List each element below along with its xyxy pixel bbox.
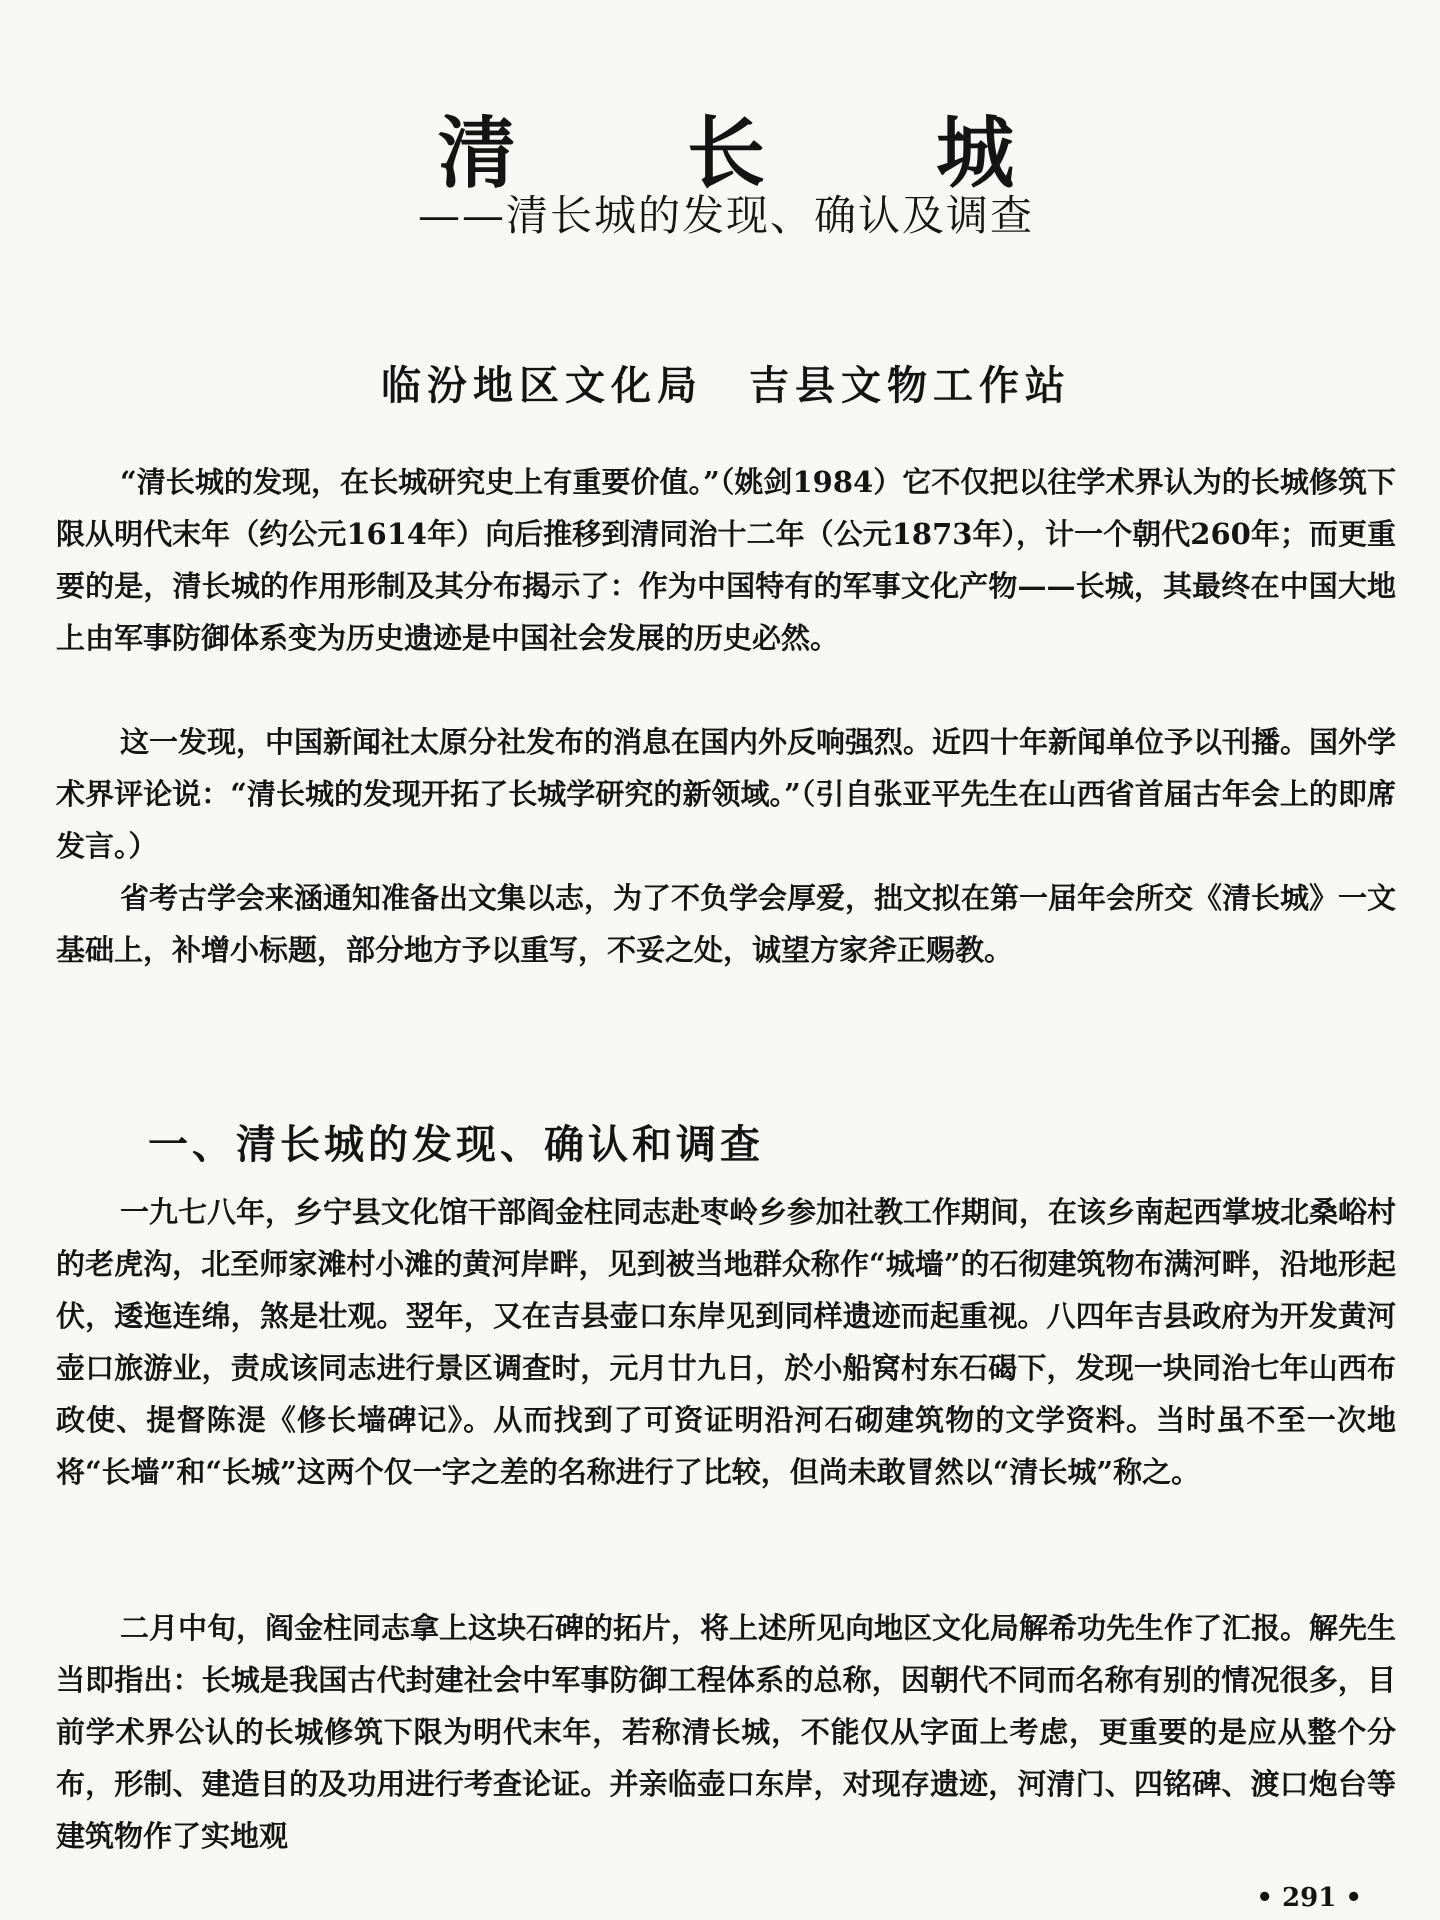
article-authors: 临汾地区文化局 吉县文物工作站 (381, 362, 1071, 409)
intro-paragraph: 这一发现，中国新闻社太原分社发布的消息在国内外反响强烈。近四十年新闻单位予以刊播。国外学术界评论说：“清长城的发现开拓了长城学研究的新领域。”（引自张亚平先生在山西省首届古年会上的即席发言。） (56, 725, 1397, 863)
intro-paragraph: “清长城的发现，在长城研究史上有重要价值。”（姚剑1984）它不仅把以往学术界认为的长城修筑下限从明代末年（约公元1614年）向后推移到清同治十二年（公元1873年），计一个朝代260年；而更重要的是，清长城的作用形制及其分布揭示了：作为中国特有的军事文化产物——长城，其最终在中国大地上由军事防御体系变为历史遗迹是中国社会发展的历史必然。 (56, 465, 1396, 655)
article-title: 清 长 城 (437, 108, 1087, 200)
intro-paragraph: 省考古学会来涵通知准备出文集以志，为了不负学会厚爱，拙文拟在第一届年会所交《清长城》一文基础上，补增小标题，部分地方予以重写，不妥之处，诚望方家斧正赐教。 (56, 881, 1397, 967)
section-heading: 一、清长城的发现、确认和调查 (148, 1121, 764, 1169)
section-paragraph: 二月中旬，阎金柱同志拿上这块石碑的拓片，将上述所见向地区文化局解希功先生作了汇报。解先生当即指出：长城是我国古代封建社会中军事防御工程体系的总称，因朝代不同而名称有别的情况很多，目前学术界公认的长城修筑下限为明代末年，若称清长城，不能仅从字面上考虑，更重要的是应从整个分布，形制、建造目的及功用进行考查论证。并亲临壶口东岸，对现存遗迹，河清门、四铭碑、渡口炮台等建筑物作了实地观 (56, 1611, 1397, 1853)
article-subtitle: ——清长城的发现、确认及调查 (417, 191, 1034, 240)
page-number: • 291 • (1256, 1883, 1362, 1913)
document-page (56, 0, 1396, 1920)
section-paragraph: 一九七八年，乡宁县文化馆干部阎金柱同志赴枣岭乡参加社教工作期间，在该乡南起西掌坡北桑峪村的老虎沟，北至师家滩村小滩的黄河岸畔，见到被当地群众称作“城墙”的石彻建筑物布满河畔，沿地形起伏，逶迤连绵，煞是壮观。翌年，又在吉县壶口东岸见到同样遗迹而起重视。八四年吉县政府为开发黄河壶口旅游业，责成该同志进行景区调查时，元月廿九日，於小船窝村东石碣下，发现一块同治七年山西布政使、提督陈湜《修长墙碑记》。从而找到了可资证明沿河石砌建筑物的文学资料。当时虽不至一次地将“长墙”和“长城”这两个仅一字之差的名称进行了比较，但尚未敢冒然以“清长城”称之。 (56, 1195, 1397, 1489)
